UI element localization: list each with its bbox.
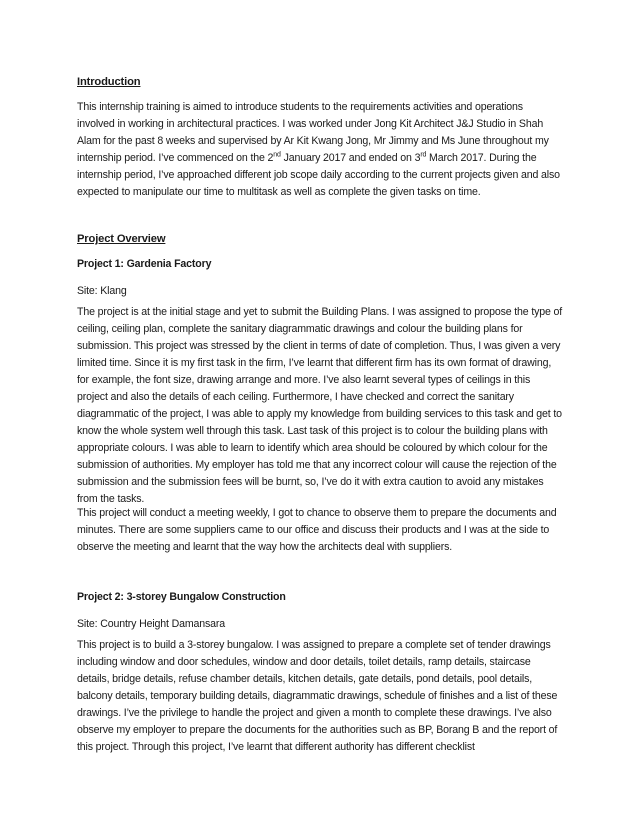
project1-site: Site: Klang [77, 285, 127, 297]
project2-site-block [77, 617, 563, 631]
project2-paragraph1-block [77, 637, 563, 756]
project-overview-heading: Project Overview [77, 233, 166, 245]
intro-text-c: March 2017. During the internship period, I’ve approached different job scope daily according to the current projects given and also expected to manipulate our time to multitask as well as complete the given tasks on time. [77, 152, 560, 198]
project1-paragraph1: The project is at the initial stage and yet to submit the Building Plans. I was assigned to propose the type of ceiling, ceiling plan, complete the sanitary diagrammatic drawings and colour the building plans for submission. This project was stressed by the client in terms of date of completion. Thus, I was given a very limited time. Since it is my first task in the firm, I’ve learnt that different firm has its own format of drawing, for example, the font size, drawing arrange and more. I’ve also learnt several types of ceilings in this project and also the details of each ceiling. Furthermore, I have checked and correct the sanitary diagrammatic of the project, I was able to apply my knowledge from building services to this task and get to know the whole system well through this task. Last task of this project is to colour the building plans with appropriate colours. I was able to learn to identify which area should be coloured by which colour for the submission of authorities. My employer has told me that any incorrect colour will cause the rejection of the submission and the submission fees will be burnt, so, I’ve do it with extra caution to avoid any mistakes from the tasks. [77, 306, 563, 505]
introduction-paragraph [77, 99, 563, 201]
project1-site-block [77, 284, 563, 298]
project1-paragraph2-block [77, 505, 563, 556]
introduction-heading: Introduction [77, 76, 141, 88]
project1-title-block [77, 258, 563, 270]
introduction-section [77, 76, 563, 88]
intro-sup-nd: nd [273, 151, 281, 159]
project2-paragraph1: This project is to build a 3-storey bungalow. I was assigned to prepare a complete set of tender drawings including window and door schedules, window and door details, toilet details, ramp details, staircase details, bridge details, refuse chamber details, kitchen details, gate details, pond details, pool details, balcony details, temporary building details, diagrammatic drawings, schedule of finishes and a list of these drawings. I’ve the privilege to handle the project and given a month to complete these drawings. I’ve also observe my employer to prepare the documents for the authorities such as BP, Borang B and the report of this project. Through this project, I’ve learnt that different authority has different checklist [77, 639, 558, 753]
project2-title-block [77, 591, 563, 603]
intro-sup-rd: rd [420, 151, 427, 159]
project1-paragraph1-block [77, 304, 563, 508]
introduction-paragraph-block [77, 99, 563, 201]
intro-text-a: This internship training is aimed to introduce students to the requirements activities and operations involved in working in architectural practices. I was worked under Jong Kit Architect J&J Studio in Shah Alam for the past 8 weeks and supervised by Ar Kit Kwang Jong, Mr Jimmy and Ms June throughout my internship period. I’ve commenced on the 2 [77, 101, 549, 164]
project-overview-section [77, 233, 563, 245]
project1-title: Project 1: Gardenia Factory [77, 258, 212, 270]
intro-text-b: January 2017 and ended on 3 [280, 152, 421, 164]
project2-title: Project 2: 3-storey Bungalow Construction [77, 591, 286, 603]
project1-paragraph2: This project will conduct a meeting weekly, I got to chance to observe them to prepare the documents and minutes. There are some suppliers came to our office and discuss their products and I was at the side to observe the meeting and learnt that the way how the architects deal with suppliers. [77, 507, 557, 553]
project2-site: Site: Country Height Damansara [77, 618, 226, 630]
